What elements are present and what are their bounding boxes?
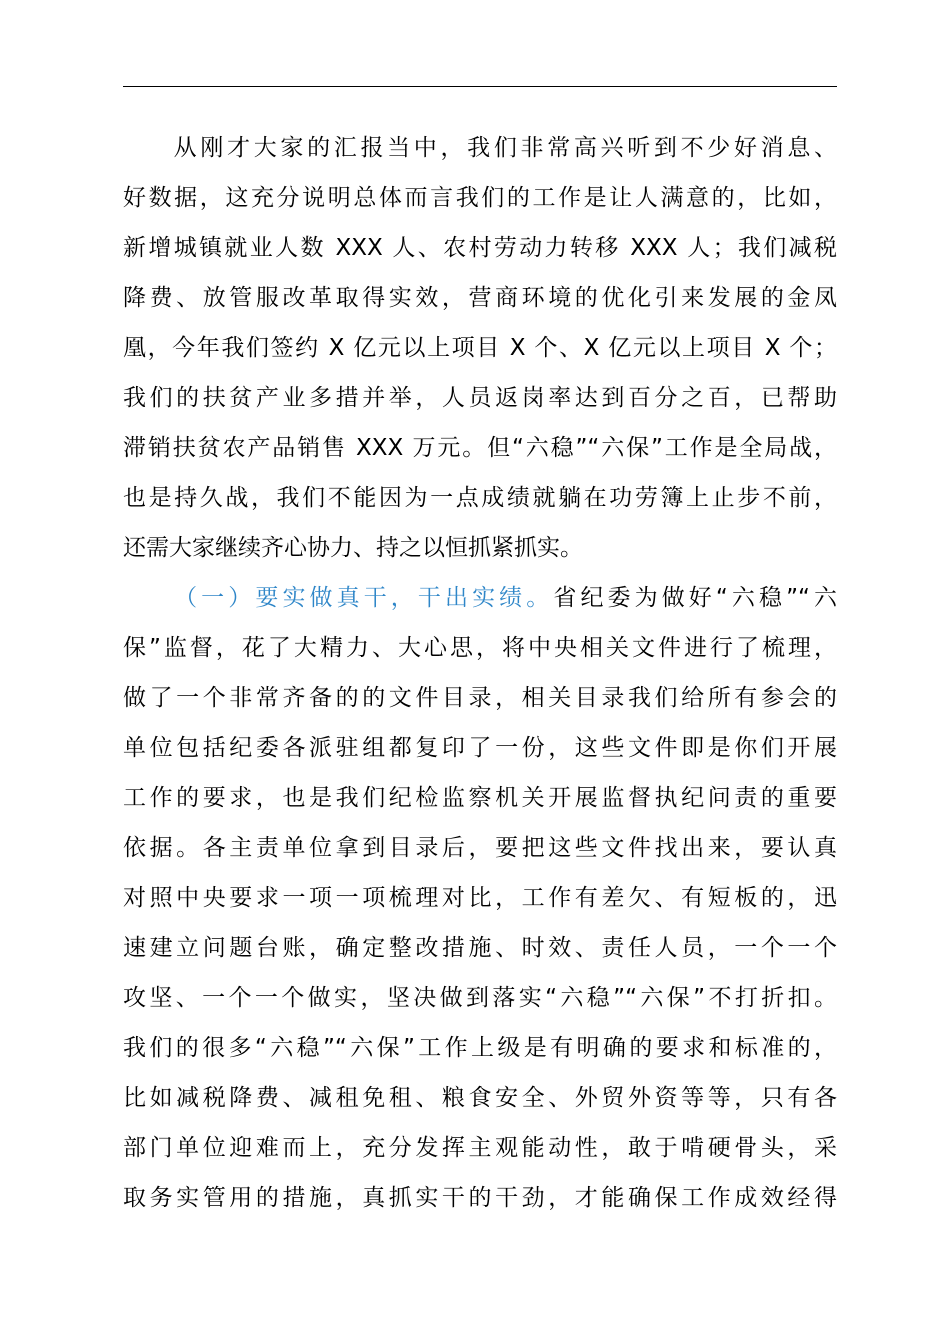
header-rule [123,86,837,87]
paragraph-line: 依据。各主责单位拿到目录后，要把这些文件找出来，要认真 [123,835,837,861]
paragraph-line: 部门单位迎难而上，充分发挥主观能动性，敢于啃硬骨头，采 [123,1135,837,1161]
paragraph-line: 我们的扶贫产业多措并举，人员返岗率达到百分之百，已帮助 [123,385,837,411]
paragraph-line: 工作的要求，也是我们纪检监察机关开展监督执纪问责的重要 [123,785,837,811]
paragraph-line: 比如减税降费、减租免租、粮食安全、外贸外资等等，只有各 [123,1085,837,1111]
body-paragraph-1 [123,123,837,573]
paragraph-line: 从刚才大家的汇报当中，我们非常高兴听到不少好消息、 [170,135,837,161]
paragraph-line: 新增城镇就业人数 XXX 人、农村劳动力转移 XXX 人；我们减税 [123,235,837,261]
paragraph-line: （一）要实做真干，干出实绩。省纪委为做好“六稳”“六 [170,585,838,611]
paragraph-line: 速建立问题台账，确定整改措施、时效、责任人员，一个一个 [123,935,837,961]
paragraph-line: 凰，今年我们签约 X 亿元以上项目 X 个、X 亿元以上项目 X 个； [123,335,837,361]
paragraph-line: 攻坚、一个一个做实，坚决做到落实“六稳”“六保”不打折扣。 [123,985,837,1011]
paragraph-line: 降费、放管服改革取得实效，营商环境的优化引来发展的金凤 [123,285,837,311]
paragraph-line: 滞销扶贫农产品销售 XXX 万元。但“六稳”“六保”工作是全局战， [123,435,837,461]
paragraph-line: 做了一个非常齐备的的文件目录，相关目录我们给所有参会的 [123,685,837,711]
body-paragraph-2 [123,573,837,1223]
paragraph-line: 对照中央要求一项一项梳理对比，工作有差欠、有短板的，迅 [123,885,837,911]
section-heading: （一）要实做真干，干出实绩。 [170,585,554,611]
paragraph-line: 保”监督，花了大精力、大心思，将中央相关文件进行了梳理， [123,635,837,661]
paragraph-line: 取务实管用的措施，真抓实干的干劲，才能确保工作成效经得 [123,1185,837,1211]
paragraph-line: 单位包括纪委各派驻组都复印了一份，这些文件即是你们开展 [123,735,837,761]
paragraph-line: 也是持久战，我们不能因为一点成绩就躺在功劳簿上止步不前， [123,485,837,511]
paragraph-line: 好数据，这充分说明总体而言我们的工作是让人满意的，比如， [123,185,837,211]
paragraph-line: 我们的很多“六稳”“六保”工作上级是有明确的要求和标准的， [123,1035,837,1061]
paragraph-line: 还需大家继续齐心协力、持之以恒抓紧抓实。 [123,535,583,561]
